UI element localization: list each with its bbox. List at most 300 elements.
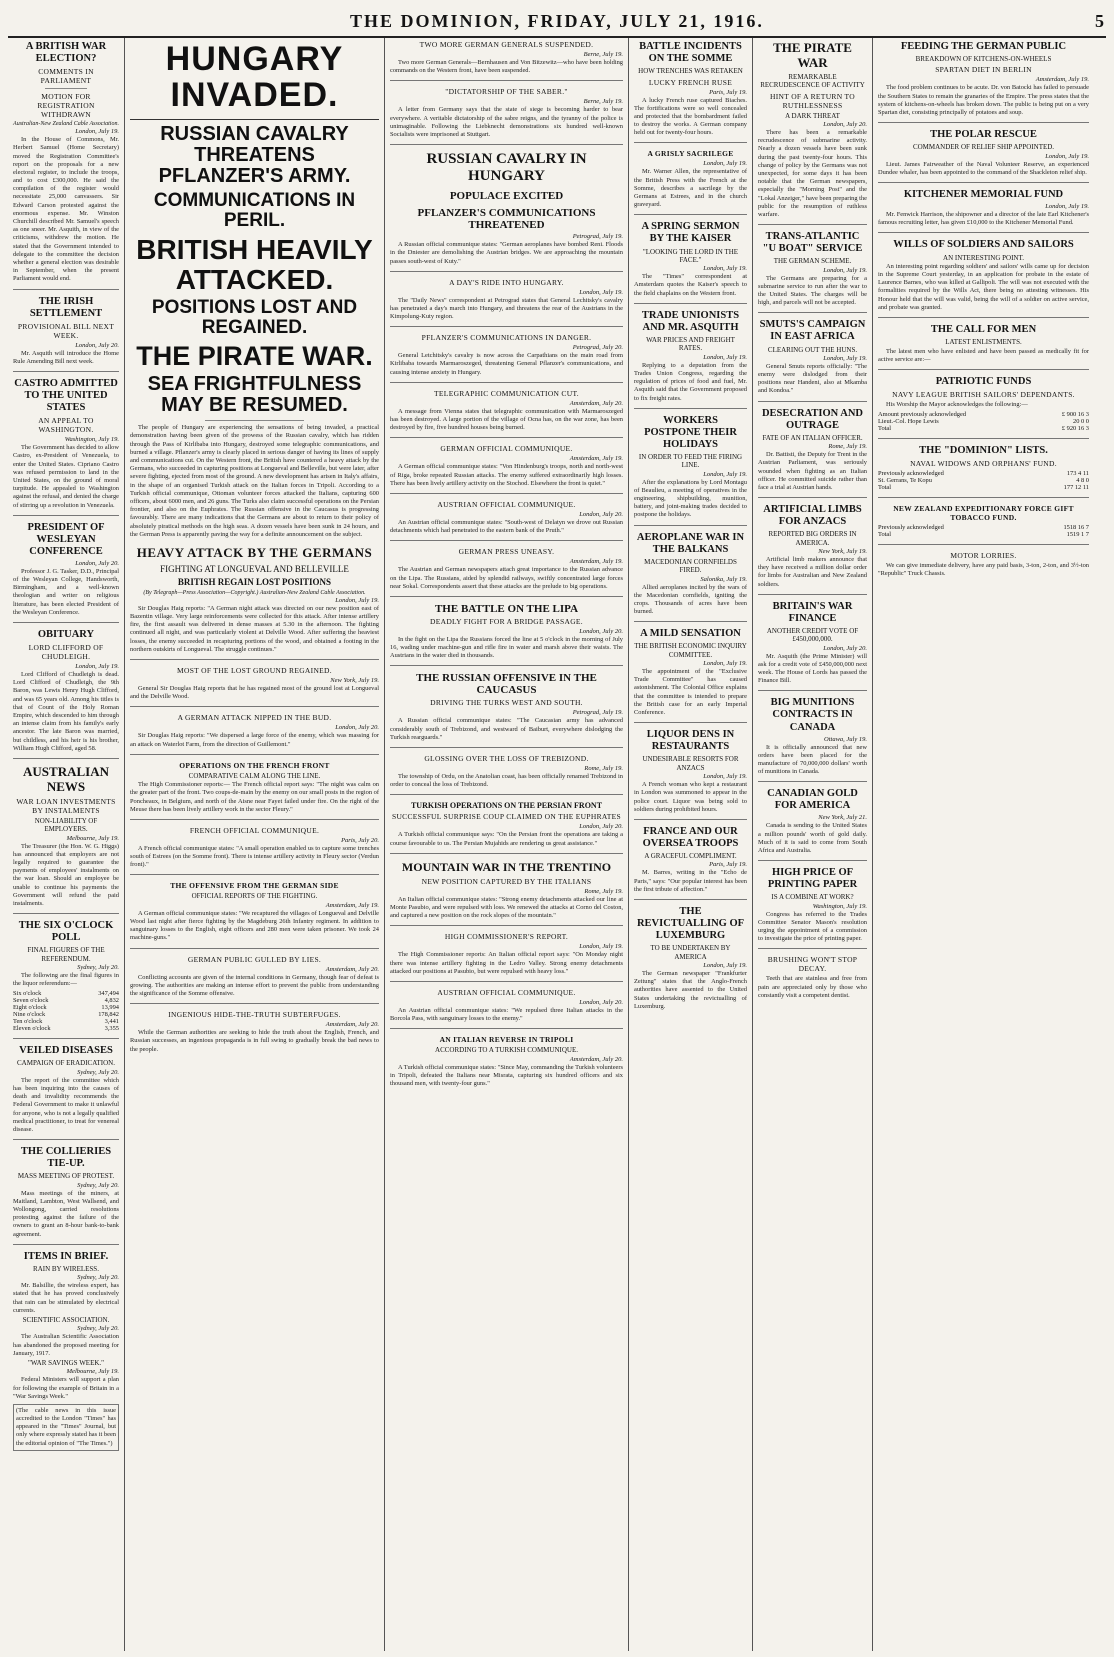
- row-label: Ten o'clock: [13, 1018, 43, 1026]
- dateline: Paris, July 20.: [341, 836, 379, 844]
- article-body: Mr. Warner Allen, the representative of the British Press with the French at the Somme, describes a sacrilege by the Germans at Estrees, and in the church graveyard.: [634, 168, 747, 209]
- article-trebizond: [390, 754, 623, 795]
- dateline: London, July 20.: [823, 644, 867, 652]
- headline: "DICTATORSHIP OF THE SABER.": [445, 87, 568, 97]
- article-body: The report of the committee which has been inquiring into the causes of death and invalidity recommends the Federal Government to make it unlawful for anyone, who is not a legally qualified medical practitioner, to treat for venereal disease.: [13, 1076, 119, 1133]
- article-body: The "Daily News" correspondent at Petrograd states that General Lechitsky's cavalry has penetrated a day's march into Hungary, and threatens the rear of the Austrians in the Kimpolung-Kuty region.: [390, 296, 623, 321]
- dateline: Paris, July 19.: [709, 861, 747, 869]
- dateline: Rome, July 19.: [828, 443, 867, 451]
- article-body: While the German authorities are seeking to hide the truth about the English, French, and Russian successes, an ingenious propaganda is in full swing to gradually break the bad news to the people.: [130, 1029, 379, 1053]
- article-body: The High Commissioner reports: An Italian official report says: "On Monday night there was intense artillery fighting in the Ledro Valley. Strong enemy detachments attacked our positions at Pasubio, but were repulsed with heavy loss.": [390, 951, 623, 975]
- footnote-box: (The cable news in this issue accredited to the London "Times" has appeared in the "Times" Journal, but only where expressly stated has it been the editorial opinion of "The Times."): [13, 1404, 119, 1451]
- dateline: Sydney, July 20.: [77, 964, 119, 971]
- headline: TRANS-ATLANTIC "U BOAT" SERVICE: [762, 231, 863, 255]
- headline: BIG MUNITIONS CONTRACTS IN CANADA: [770, 697, 855, 733]
- article-france-troops: [634, 826, 747, 900]
- article-body: A Russian official communique states: "The Caucasian army has advanced considerably south of Trebizond, and westward of Baiburt, everywhere dislodging the Turkish rearguards.": [390, 717, 623, 741]
- table-row: [878, 484, 1089, 491]
- headline: HIGH COMMISSIONER'S REPORT.: [444, 932, 569, 942]
- article-body: In the House of Commons, Mr. Herbert Samuel (Home Secretary) moved the Registration Committee's report on the proposals for a new electoral register, to include the troops, and to cost £300,000. He said the compilation of the register would necessitate 25,000 canvassers. Sir Edward Carson protested against the enormous expense. Mr. Winston Churchill described Mr. Samuel's speech as one sneer. Mr. Asquith, in view of the criticisms, withdrew the motion. He stated that the Government intended to delegate to the committee the decision whether a general election was desirable in September, when the present Parliament would end.: [13, 136, 119, 283]
- article-body: In the fight on the Lipa the Russians forced the line at 5 o'clock in the morning of July 16, wading under machine-gun and rifle fire in water and marsh above their waists. The Austrians in the water died in thousands.: [390, 635, 623, 660]
- row-value: 20 0 0: [1073, 418, 1089, 426]
- headline: AUSTRALIAN NEWS: [23, 763, 109, 794]
- subheadline: CLEARING OUT THE HUNS.: [767, 345, 858, 354]
- dateline: London, July 20.: [823, 121, 867, 129]
- dateline: Berne, July 19.: [583, 51, 623, 58]
- table-row: [13, 997, 119, 1004]
- article-feeding-german-public: [878, 41, 1089, 123]
- dateline: New York, July 19.: [818, 548, 867, 555]
- headline: SMUTS'S CAMPAIGN IN EAST AFRICA: [759, 319, 866, 343]
- headline: FRENCH OFFICIAL COMMUNIQUE.: [189, 825, 320, 835]
- article-body: Allied aeroplanes incited by the wars of the Macedonian cornfields, igniting the crops. Thousands of acres have been burned.: [634, 583, 747, 616]
- article-body: Mr. Balsillie, the wireless expert, has stated that he has proved conclusively that rain can be stimulated by electrical currents.: [13, 1282, 119, 1314]
- article-war-election: [13, 41, 119, 290]
- headline: DESECRATION AND OUTRAGE: [761, 407, 864, 431]
- dateline: Washington, July 19.: [812, 902, 867, 910]
- article-patriotic-funds: [878, 376, 1089, 439]
- headline: TWO MORE GERMAN GENERALS SUSPENDED.: [419, 40, 594, 49]
- article-body: A German official communique states: "Von Hindenburg's troops, north and north-west of Riga, broke repeated Russian attacks. The enemy suffered extraordinarily high losses. There has been lively artillery activity on the Stochod. Elsewhere the front is quiet.": [390, 463, 623, 487]
- article-french-communique: [130, 826, 379, 876]
- subheadline: BRITISH REGAIN LOST POSITIONS: [177, 576, 332, 587]
- article-trentino: [390, 860, 623, 927]
- table-row: [878, 524, 1089, 531]
- article-austrian-official: [390, 500, 623, 541]
- subheadline: THE BRITISH ECONOMIC INQUIRY COMMITTEE.: [634, 642, 747, 659]
- subheadline: PROVISIONAL BILL NEXT WEEK.: [17, 321, 115, 340]
- headline: ITEMS IN BRIEF.: [23, 1250, 109, 1262]
- headline: LIQUOR DENS IN RESTAURANTS: [646, 729, 735, 753]
- article-mild-sensation: [634, 628, 747, 723]
- article-body: A letter from Germany says that the state of siege is becoming harder to bear everywhere. A veritable dictatorship of the sabre reigns, and the tyranny of the police is unimaginable. Following the Liebknecht demonstrations six hundred well-known Socialists were imprisoned at Stuttgart.: [390, 106, 623, 138]
- column-4: [628, 38, 752, 1651]
- banner-headline: THE PIRATE WAR.: [136, 340, 373, 371]
- headline: GERMAN PRESS UNEASY.: [458, 547, 555, 557]
- headline: THE IRISH SETTLEMENT: [29, 295, 103, 319]
- divider: [205, 420, 305, 421]
- subheadline: THE GERMAN SCHEME.: [773, 257, 852, 266]
- headline: AUSTRIAN OFFICIAL COMMUNIQUE.: [437, 987, 576, 997]
- table-row: [878, 531, 1089, 538]
- headline: THE POLAR RESCUE: [930, 129, 1037, 141]
- article-body: Dr. Battisti, the Deputy for Trent in the Austrian Parliament, was seriously wounded when fighting as an Italian officer. He committed suicide rather than face a trial at Austrian hands.: [758, 451, 867, 491]
- article-body: The township of Ordu, on the Anatolian coast, has been officially renamed Trebizond in order to conceal the loss of Trebizond.: [390, 773, 623, 789]
- headline: ARTIFICIAL LIMBS FOR ANZACS: [763, 504, 862, 528]
- headline: PFLANZER'S COMMUNICATIONS IN DANGER.: [421, 333, 592, 343]
- dateline: Melbourne, July 19.: [66, 1368, 119, 1376]
- article-castro: [13, 378, 119, 516]
- subheadline: FIGHTING AT LONGUEVAL AND BELLEVILLE: [160, 563, 349, 574]
- article-high-commissioner: [390, 932, 623, 982]
- banner-headline: POSITIONS LOST AND REGAINED.: [151, 297, 358, 338]
- row-value: 1518 16 7: [1063, 524, 1089, 532]
- headline: TURKISH OPERATIONS ON THE PERSIAN FRONT: [410, 801, 603, 811]
- headline: MOUNTAIN WAR IN THE TRENTINO: [401, 859, 612, 874]
- row-label: Eleven o'clock: [13, 1025, 51, 1033]
- dateline: Amsterdam, July 20.: [325, 1021, 379, 1029]
- dateline: London, July 20.: [335, 724, 379, 732]
- article-body: A Turkish official communique states: "Since May, commanding the Turkish volunteers in Tripoli, defeated the Italians near Misrata, capturing six hundred officers and six thousand men, with twenty-four guns.": [390, 1063, 623, 1088]
- article-workers-holidays: [634, 415, 747, 526]
- row-label: St. Gerrans, Te Kopu: [878, 477, 932, 485]
- row-label: Seven o'clock: [13, 997, 49, 1005]
- row-label: Lieut.-Col. Hope Lewis: [878, 418, 939, 426]
- article-body: General Letchitsky's cavalry is now across the Carpathians on the main road from Kirlibaba towards Marmaroszeged, threatening General Pflanzer's communications, and causing intense anxiety in Hungary.: [390, 352, 623, 376]
- dateline: London, July 19.: [703, 961, 747, 969]
- headline: THE BATTLE ON THE LIPA: [434, 602, 579, 615]
- headline: THE PIRATE WAR: [773, 40, 852, 70]
- article-ingenious: [130, 1010, 379, 1059]
- subheadline: CAMPAIGN OF ERADICATION.: [17, 1059, 115, 1068]
- headline: OPERATIONS ON THE FRENCH FRONT: [179, 760, 330, 770]
- article-tripoli: [390, 1035, 623, 1093]
- dateline: London, July 20.: [579, 823, 623, 831]
- headline: THE OFFENSIVE FROM THE GERMAN SIDE: [170, 881, 339, 891]
- article-body: An Austrian official communique states: "We repulsed three Italian attacks in the Borcola Pass, with sanguinary losses to the enemy.": [390, 1006, 623, 1023]
- headline: AEROPLANE WAR IN THE BALKANS: [636, 531, 745, 555]
- article-luxemburg: [634, 906, 747, 1016]
- subheadline: LATEST ENLISTMENTS.: [945, 338, 1022, 347]
- subheadline: IN ORDER TO FEED THE FIRING LINE.: [638, 452, 743, 470]
- article-body: Lord Clifford of Chudleigh is dead. Lord Clifford of Chudleigh, the 9th Baron, was Lewis Henry Hugh Clifford, and was 65 years old. Among his titles is that of Count of the Holy Roman Empire, which descended to him through an intense claim from his family's early ancestor. The late Baron was married, but childless, and his heir is his brother, William Hugh Clifford, aged 58.: [13, 671, 119, 752]
- article-body: A message from Vienna states that telegraphic communication with Marmaroszeged has been destroyed. A large portion of the village of Ocna has, on the war zone, has been destroyed by fire, five hundred houses being burned.: [390, 407, 623, 432]
- subheadline: "LOOKING THE LORD IN THE FACE.": [642, 247, 739, 264]
- article-six-oclock: [13, 920, 119, 1039]
- article-heavy-attack: [130, 545, 379, 660]
- article-body: The latest men who have enlisted and have been passed as medically fit for active service are:—: [878, 347, 1089, 363]
- headline: FRANCE AND OUR OVERSEA TROOPS: [642, 825, 739, 849]
- column-1: [8, 38, 124, 1651]
- row-value: 347,494: [98, 990, 119, 998]
- subheadline: WAR PRICES AND FREIGHT RATES.: [646, 335, 735, 353]
- row-value: 1519 1 7: [1066, 531, 1089, 539]
- dateline: Sydney, July 20.: [77, 1325, 119, 1333]
- table-row: [13, 1004, 119, 1011]
- headline: BATTLE INCIDENTS ON THE SOMME: [639, 41, 742, 65]
- news-summary: The people of Hungary are experiencing the sensations of being invaded, a practical demonstration having been given of the prowess of the Russian cavalry, which has ridden through the Pass of Kirlibaba into Hungary, destroyed some telegraphic communications, and burned a village. Pflanzer's army is clearly placed in serious danger of having its lines of supply and communications cut. On the Western front, the British have countered a heavy attack by the Germans, who succeeded in capturing positions at Longueval and Belleville, but were later, after severe fighting, ejected from most of the ground. A new development has arisen in Italy's affairs, in the shape of an organised Turkish attack on the Italian forces in Tripoli. According to a Turkish official communique, Ottoman volunteer forces attacked the Italians, capturing 600 officers, about 6000 men, and 26 guns. The Turks also claim successful operations on the Persian frontier, and also on the Euphrates. The Russian offensive in the Caucasus is progressing favourably. There are many indications that the Germans are about to return to their policy of absolutely piratical methods on the high seas. A dozen vessels have been sunk in 24 hours, and the German Press is apparently paving the way for a definite announcement on the subject.: [130, 424, 379, 538]
- table-row: [878, 425, 1089, 432]
- article-tobacco-fund: [878, 504, 1089, 545]
- row-value: 4,832: [104, 997, 119, 1005]
- column-3: [384, 38, 628, 1651]
- article-body: The appointment of the "Exclusive Trade Committee" has caused astonishment. The Colonial Office explains that the committee is intended to prepare the British case for an early Imperial Conference.: [634, 668, 747, 717]
- article-pirate-war: [758, 41, 867, 225]
- row-value: 177 12 11: [1063, 484, 1089, 492]
- table-row: [878, 477, 1089, 484]
- headline: CANADIAN GOLD FOR AMERICA: [767, 788, 858, 812]
- dateline: London, July 19.: [579, 288, 623, 296]
- dateline: Petrograd, July 19.: [572, 233, 623, 241]
- article-liquor-dens: [634, 729, 747, 820]
- dateline: London, July 19.: [579, 943, 623, 951]
- table-row: [13, 1011, 119, 1018]
- article-body: Replying to a deputation from the Trades Union Congress, regarding the regulation of prices of food and fuel, Mr. Asquith said that the Government proposed to fix freight rates.: [634, 361, 747, 402]
- headline: THE SIX O'CLOCK POLL: [18, 920, 114, 944]
- dateline: Sydney, July 20.: [77, 1274, 119, 1282]
- article-wills: [878, 239, 1089, 318]
- article-items-brief: [13, 1251, 119, 1456]
- headline: GERMAN PUBLIC GULLED BY LIES.: [187, 954, 322, 964]
- row-label: Total: [878, 484, 892, 492]
- article-body: A lucky French ruse captured Biaches. The fortifications were so well concealed and protected that the bombardment failed to destroy the works. A German company held out for twenty-four hours.: [634, 96, 747, 137]
- dateline: Melbourne, July 19.: [66, 834, 119, 842]
- subheadline: REMARKABLE RECRUDESCENCE OF ACTIVITY: [760, 72, 865, 90]
- headline: TRADE UNIONISTS AND MR. ASQUITH: [641, 309, 740, 333]
- funds-table: [878, 524, 1089, 538]
- subheadline: LUCKY FRENCH RUSE: [648, 77, 733, 87]
- headline: THE RUSSIAN OFFENSIVE IN THE CAUCASUS: [416, 672, 597, 697]
- article-german-offensive: [130, 881, 379, 948]
- article-trade-unionists: [634, 310, 747, 409]
- funds-table: [878, 411, 1089, 432]
- headline: MOST OF THE LOST GROUND REGAINED.: [177, 666, 332, 675]
- divider: [45, 88, 87, 89]
- dateline: London, July 19.: [75, 663, 119, 671]
- row-label: Nine o'clock: [13, 1011, 46, 1019]
- article-body: The Treasurer (the Hon. W. G. Higgs) has announced that employers are not legally required to guarantee the payments of employees' instalments on the war loan. Should an employee be unable to continue his payments the Government will refund the paid instalments.: [13, 842, 119, 907]
- article-body: The High Commissioner reports:— The French official report says: "The night was calm on the greater part of the front. Two coups-de-main by the enemy on our small posts in the region of Poncheaux, in Belgium, and north of the Aisne near Fayet failed under fire. On the right of the Meuse there has been lively artillery work in the sector Fleury.": [130, 781, 379, 813]
- headline: INGENIOUS HIDE-THE-TRUTH SUBTERFUGES.: [168, 1010, 341, 1020]
- banner-headline: HUNGARY INVADED.: [130, 42, 379, 120]
- subheadline: MASS MEETING OF PROTEST.: [17, 1172, 115, 1181]
- article-munitions: [758, 697, 867, 782]
- subheadline: COMMANDER OF RELIEF SHIP APPOINTED.: [912, 143, 1055, 152]
- banner-headline: RUSSIAN CAVALRY THREATENS PFLANZER'S ARMY.: [158, 123, 351, 188]
- funds-table: [878, 470, 1089, 491]
- row-value: 3,441: [104, 1018, 119, 1026]
- article-aeroplane-war: [634, 532, 747, 623]
- article-body: Lieut. James Fairweather of the Naval Volunteer Reserve, an experienced Dundee whaler, has been appointed to the command of the Shackleton relief ship.: [878, 160, 1089, 176]
- subheadline: FATE OF AN ITALIAN OFFICER.: [762, 433, 863, 442]
- headline: THE CALL FOR MEN: [930, 324, 1037, 336]
- article-austrian-official-2: [390, 988, 623, 1029]
- subheadline: RAIN BY WIRELESS.: [33, 1264, 99, 1273]
- column-6: [872, 38, 1094, 1651]
- article-body: Mr. Asquith will introduce the Home Rule Amending Bill next week.: [13, 349, 119, 365]
- article-body: The "Times" correspondent at Amsterdam quotes the Kaiser's speech to the field chaplains on the Western front.: [634, 273, 747, 297]
- dateline: Amsterdam, July 19.: [325, 901, 379, 909]
- dateline: Sydney, July 20.: [77, 1181, 119, 1189]
- table-row: [878, 411, 1089, 418]
- article-body: His Worship the Mayor acknowledges the following:—: [886, 400, 1028, 408]
- dateline: Petrograd, July 19.: [572, 709, 623, 717]
- row-label: Six o'clock: [13, 990, 42, 998]
- headline: GLOSSING OVER THE LOSS OF TREBIZOND.: [424, 754, 589, 763]
- dateline: London, July 19.: [703, 265, 747, 273]
- article-body: Artificial limb makers announce that they have received a million dollar order for limbs for Australian and New Zealand soldiers.: [758, 556, 867, 588]
- headline: GERMAN OFFICIAL COMMUNIQUE.: [440, 444, 573, 454]
- article-dominion-lists: [878, 445, 1089, 498]
- article-body: The German newspaper "Frankfurter Zeitung" states that the Anglo-French authorities have assented to the United States undertaking the revictualling of Luxemburg.: [634, 969, 747, 1010]
- dateline: Washington, July 19.: [64, 436, 119, 444]
- article-body: Sir Douglas Haig reports: "A German night attack was directed on our new position east of Bazentin village. Very large reinforcements were collected for this attack. After intense artillery fire, the first assault was delivered in dense masses at 5.30 in the afternoon. The fighting continued all night, and was particularly violent at Delville Wood. After suffering the heaviest losses, the enemy succeeded in recapturing portions of the wood, and obtained a footing in the northern outskirts of Longueval. The struggle continues.": [130, 604, 379, 653]
- article-smuts: [758, 319, 867, 401]
- banner-headline: COMMUNICATIONS IN PERIL.: [153, 190, 356, 232]
- row-value: £ 900 16 3: [1061, 411, 1089, 419]
- page-number: 5: [1095, 10, 1106, 31]
- article-kitchener-fund: [878, 189, 1089, 233]
- dateline: London, July 20.: [579, 627, 623, 635]
- article-body: The Austrian and German newspapers attach great importance to the Russian advance on the Lipa. The Russians, aided by splendid railways, swiftly concentrated large forces near Sokal. Correspondents assert that these attacks are the prelude to big operations.: [390, 566, 623, 590]
- dateline: Petrograd, July 20.: [572, 344, 623, 352]
- article-dictatorship: [390, 87, 623, 145]
- dateline: London, July 19.: [703, 660, 747, 668]
- table-row: [13, 1025, 119, 1032]
- article-veiled-diseases: [13, 1045, 119, 1140]
- article-obituary: [13, 629, 119, 759]
- article-wesleyan: [13, 522, 119, 623]
- article-telegraphic: [390, 389, 623, 439]
- headline: WILLS OF SOLDIERS AND SAILORS: [893, 239, 1074, 251]
- subheadline: MACEDONIAN CORNFIELDS FIRED.: [644, 557, 737, 575]
- dateline: London, July 19.: [703, 773, 747, 781]
- subheadline: LORD CLIFFORD OF CHUDLEIGH.: [28, 643, 104, 662]
- article-body: An interesting point regarding soldiers' and sailors' wills came up for decision in the Supreme Court yesterday, in an application for probate in the estate of Laurence Barnes, who was killed at Gallipoli. The will was not executed with the formalities required by the Wills Act, there being no attesting witnesses. His Honour held that the will was valid, being the will of a soldier on active service, and probate was granted.: [878, 262, 1089, 311]
- subheadline: HOW TRENCHES WAS RETAKEN: [638, 67, 743, 76]
- row-value: 178,842: [98, 1011, 119, 1019]
- headline: A GERMAN ATTACK NIPPED IN THE BUD.: [177, 713, 332, 723]
- subheadline: WAR LOAN INVESTMENTS BY INSTALMENTS: [16, 796, 116, 815]
- article-body: Conflicting accounts are given of the internal conditions in Germany, though fear of defeat is growing. The authorities are making an intense effort to prevent the public from understanding the significance of the Somme offensive.: [130, 973, 379, 997]
- headline: NEW ZEALAND EXPEDITIONARY FORCE GIFT TOBACCO FUND.: [893, 504, 1074, 523]
- article-body: There has been a remarkable recrudescence of submarine activity. Nearly a dozen vessels have been sunk during the past twenty-four hours. This change of policy by the Germans was not unexpected, for some days it has been notable that the German newspapers, especially the "Morning Post" and the "Lokal Anzeiger," have been preparing the public for the resumption of ruthless warfare.: [758, 129, 867, 218]
- subheadline: SUCCESSFUL SURPRISE COUP CLAIMED ON THE EUPHRATES: [391, 812, 622, 822]
- article-canadian-gold: [758, 788, 867, 861]
- headline: THE REVICTUALLING OF LUXEMBURG: [636, 905, 745, 942]
- subheadline: FINAL FIGURES OF THE REFERENDUM.: [27, 946, 105, 963]
- headline: MOTOR LORRIES.: [950, 551, 1017, 561]
- banner-headline: SEA FRIGHTFULNESS MAY BE RESUMED.: [147, 373, 362, 417]
- article-days-ride: [390, 278, 623, 328]
- headline: VEILED DISEASES: [19, 1045, 113, 1057]
- dateline: London, July 20.: [75, 341, 119, 349]
- advert-body: Teeth that are stainless and free from pain are appreciated only by those who constantly visit a competent dentist.: [758, 975, 867, 999]
- article-body: A Turkish official communique says: "On the Persian front the operations are taking a course favourable to us. The Persian Mujahids are rendering us great assistance.": [390, 831, 623, 847]
- article-body: Federal Ministers will support a plan for following the example of Britain in a "War Savings Week.": [13, 1376, 119, 1400]
- headline: AN ITALIAN REVERSE IN TRIPOLI: [439, 1035, 574, 1045]
- subheadline: IS A COMBINE AT WORK?: [771, 893, 854, 902]
- article-french-front: [130, 761, 379, 820]
- dateline: Rome, July 19.: [584, 765, 623, 772]
- article-body: A French official communique states: "A small operation enabled us to capture some trenches south of Estrees (on the Somme front). There is intense artillery activity in Fleury sector (Verdun front).": [130, 844, 379, 869]
- article-most-lost: [130, 666, 379, 707]
- article-desecration: [758, 408, 867, 498]
- subheadline: COMPARATIVE CALM ALONG THE LINE.: [188, 771, 321, 780]
- subheadline: BREAKDOWN OF KITCHENS-ON-WHEELS: [915, 55, 1052, 64]
- headline: BRITAIN'S WAR FINANCE: [772, 600, 853, 624]
- dateline: London, July 19.: [823, 354, 867, 362]
- subheadline: HINT OF A RETURN TO RUTHLESSNESS: [770, 91, 855, 110]
- dateline: London, July 19.: [703, 160, 747, 168]
- results-table: [13, 990, 119, 1032]
- dateline: Amsterdam, July 20.: [569, 399, 623, 407]
- subheadline: UNDESIRABLE RESORTS FOR ANZACS: [642, 755, 739, 772]
- column-2: [124, 38, 384, 1651]
- row-label: Total: [878, 531, 892, 539]
- article-body: Mr. Asquith (the Prime Minister) will ask for a credit vote of £450,000,000 next week. The House of Lords has passed the Finance Bill.: [758, 652, 867, 685]
- article-somme: [634, 41, 747, 143]
- dateline: London, July 19.: [703, 353, 747, 361]
- article-body: The following are the final figures in the liquor referendum:—: [13, 972, 119, 988]
- headline: FEEDING THE GERMAN PUBLIC: [900, 41, 1067, 52]
- article-body: Two more German Generals—Bernhausen and Von Bitzewitz—who have been holding commands on the Western front, have been suspended.: [390, 59, 623, 75]
- dateline: London, July 20.: [579, 510, 623, 518]
- article-body: The Australian Scientific Association has abandoned the proposed meeting for January, 1917.: [13, 1333, 119, 1357]
- article-call-for-men: [878, 324, 1089, 370]
- subheadline: OFFICIAL REPORTS OF THE FIGHTING.: [191, 892, 318, 901]
- dateline: Ottawa, July 19.: [824, 735, 867, 743]
- article-persian-front: [390, 801, 623, 853]
- row-value: 4 8 0: [1076, 477, 1089, 485]
- article-body: An Austrian official communique states: "South-west of Delatyn we drove out Russian detachments which had penetrated to the eastern bank of the Pruth.": [390, 518, 623, 535]
- article-irish: [13, 296, 119, 373]
- article-body: A Russian official communique states: "German aeroplanes have bombed Reni. Floods in the Dniester are demolishing the Austrian bridges. We are approaching the mountain passes south-west of Kuty.": [390, 241, 623, 265]
- dateline: Amsterdam, July 20.: [569, 1055, 623, 1063]
- dateline: New York, July 19.: [330, 677, 379, 684]
- article-body: Professor J. G. Tasker, D.D., Principal of the Wesleyan College, Handsworth, Birmingham, and a well-known theologian and writer on religious literature, has been elected President of the Wesleyan Conference.: [13, 567, 119, 616]
- dateline: London, July 19.: [823, 266, 867, 274]
- article-press-uneasy: [390, 547, 623, 597]
- subheadline: ACCORDING TO A TURKISH COMMUNIQUE.: [435, 1046, 578, 1055]
- article-sacrilege: [634, 149, 747, 215]
- article-lipa: [390, 603, 623, 667]
- subheadline: NAVAL WIDOWS AND ORPHANS' FUND.: [910, 459, 1057, 469]
- subheadline: COMMENTS IN PARLIAMENT: [38, 67, 94, 86]
- headline: HIGH PRICE OF PRINTING PAPER: [767, 867, 858, 891]
- dateline: London, July 19.: [1045, 203, 1089, 211]
- subheadline: AN INTERESTING POINT.: [943, 253, 1024, 262]
- row-value: 173 4 11: [1066, 470, 1089, 478]
- article-body: Sir Douglas Haig reports: "We dispersed a large force of the enemy, which was massing for an attack on Waterlot Farm, from the direction of Guillemont.": [130, 732, 379, 748]
- headline: A GRISLY SACRILEGE: [647, 149, 734, 159]
- subheadline: A GRACEFUL COMPLIMENT.: [644, 852, 737, 861]
- article-body: The Germans are preparing for a submarine service to run after the war to the United States. The charges will be high, and parcels will not be accepted.: [758, 274, 867, 307]
- headline: OBITUARY: [37, 629, 95, 640]
- article-body: An Italian official communique states: "Strong enemy detachments attacked our line at Monte Pasubio, and were repulsed with loss. We renewed the attacks at Corno del Coston, and captured a new position on the rock slopes of the mountain.": [390, 895, 623, 920]
- subheadline: A DARK THREAT: [785, 111, 840, 120]
- article-body: General Smuts reports officially: "The enemy were dislodged from their positions near Handeni, also at Mkamba and Kondoa.": [758, 362, 867, 395]
- article-german-official: [390, 444, 623, 494]
- article-body: It is officially announced that new orders have been placed for the manufacture of 70,000,000 dollars' worth of munitions in Canada.: [758, 743, 867, 776]
- dateline: London, July 19.: [335, 596, 379, 604]
- dateline: Amsterdam, July 19.: [1035, 76, 1089, 84]
- source-line: Australian-New Zealand Cable Association.: [13, 121, 119, 128]
- source-line: (By Telegraph—Press Association—Copyright.) Australian-New Zealand Cable Association.: [143, 589, 366, 596]
- advertisement-motor-lorries: [878, 551, 1089, 583]
- article-generals: [390, 40, 623, 81]
- advertisement-dentist: [758, 955, 867, 1005]
- subheadline: DEADLY FIGHT FOR A BRIDGE PASSAGE.: [430, 616, 583, 626]
- subheadline: DRIVING THE TURKS WEST AND SOUTH.: [430, 698, 583, 708]
- article-spring-sermon: [634, 221, 747, 303]
- subheadline: REPORTED BIG ORDERS IN AMERICA.: [768, 530, 857, 547]
- headline: BRUSHING WON'T STOP DECAY.: [767, 955, 858, 974]
- table-row: [13, 1018, 119, 1025]
- subheadline: AN APPEAL TO WASHINGTON.: [38, 416, 94, 435]
- dateline: Rome, July 19.: [584, 887, 623, 895]
- row-value: 3,355: [104, 1025, 119, 1033]
- article-pflanzer: [390, 333, 623, 383]
- headline: PATRIOTIC FUNDS: [935, 375, 1032, 387]
- article-body: The Government has decided to allow Castro, ex-President of Venezuela, to enter the United States. Cipriano Castro was refused permission to land in the United States, on the ground of moral turpitude. He appealed to Washington against the refusal, and denied the charge of stirring up a revolution in Venezuela.: [13, 444, 119, 509]
- headline: KITCHENER MEMORIAL FUND: [903, 189, 1064, 201]
- row-label: Previously acknowledged: [878, 524, 944, 532]
- article-polar-rescue: [878, 129, 1089, 183]
- subheadline: "WAR SAVINGS WEEK.": [27, 1358, 105, 1367]
- headline: PRESIDENT OF WESLEYAN CONFERENCE: [27, 521, 105, 557]
- subheadline: PFLANZER'S COMMUNICATIONS THREATENED: [417, 207, 596, 232]
